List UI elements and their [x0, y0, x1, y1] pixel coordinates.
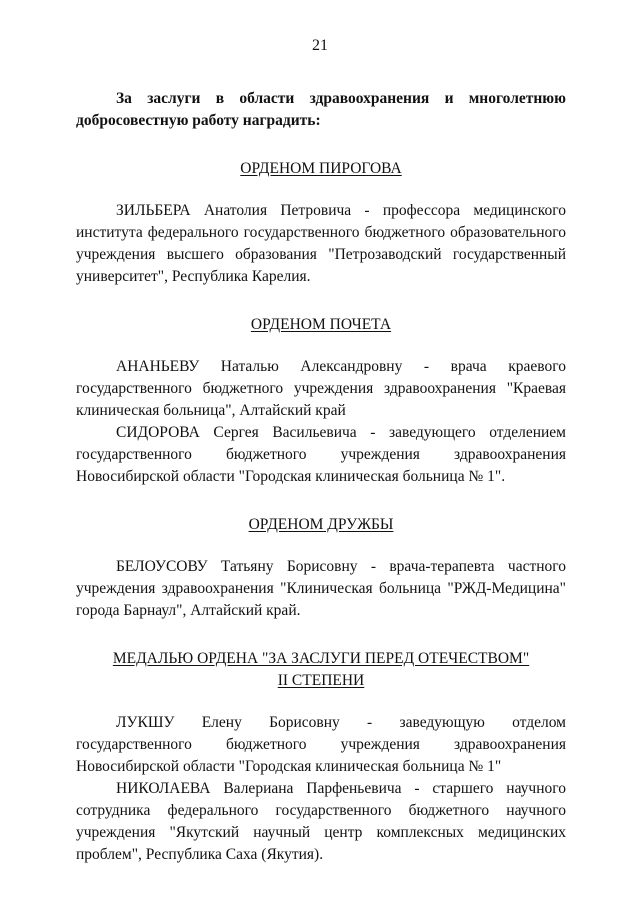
page-number: 21	[312, 37, 328, 54]
award-heading-pocheta: ОРДЕНОМ ПОЧЕТА	[250, 316, 392, 333]
award-heading-pirogov: ОРДЕНОМ ПИРОГОВА	[240, 160, 402, 177]
award-entry: ЛУКШУ Елену Борисовну - заведующую отделом государственного бюджетного учреждения здравоохранения Новосибирской области "Городская клиническая больница № 1"	[76, 714, 566, 775]
award-entry: НИКОЛАЕВА Валериана Парфеньевича - старшего научного сотрудника федерального государственного бюджетного научного учреждения "Якутский научный центр комплексных медицинских проблем", Республика Саха (Якутия).	[76, 780, 566, 863]
award-entry: СИДОРОВА Сергея Васильевича - заведующего отделением государственного бюджетного учреждения здравоохранения Новосибирской области "Городская клиническая больница № 1".	[76, 424, 566, 485]
document-body	[76, 88, 566, 866]
award-heading-medal: МЕДАЛЬЮ ОРДЕНА "ЗА ЗАСЛУГИ ПЕРЕД ОТЕЧЕСТВОМ"	[112, 650, 530, 667]
award-heading-druzhby: ОРДЕНОМ ДРУЖБЫ	[248, 516, 394, 533]
award-intro: За заслуги в области здравоохранения и многолетнюю добросовестную работу наградить:	[76, 90, 566, 129]
award-entry: АНАНЬЕВУ Наталью Александровну - врача краевого государственного бюджетного учреждения здравоохранения "Краевая клиническая больница", Алтайский край	[76, 358, 566, 419]
award-entry: ЗИЛЬБЕРА Анатолия Петровича - профессора медицинского института федерального государственного бюджетного образовательного учреждения высшего образования "Петрозаводский государственный университет", Республика Карелия.	[76, 202, 566, 285]
award-entry: БЕЛОУСОВУ Татьяну Борисовну - врача-терапевта частного учреждения здравоохранения "Клиническая больница "РЖД-Медицина" города Барнаул", Алтайский край.	[76, 558, 566, 619]
award-heading-medal-degree: II СТЕПЕНИ	[277, 672, 365, 689]
